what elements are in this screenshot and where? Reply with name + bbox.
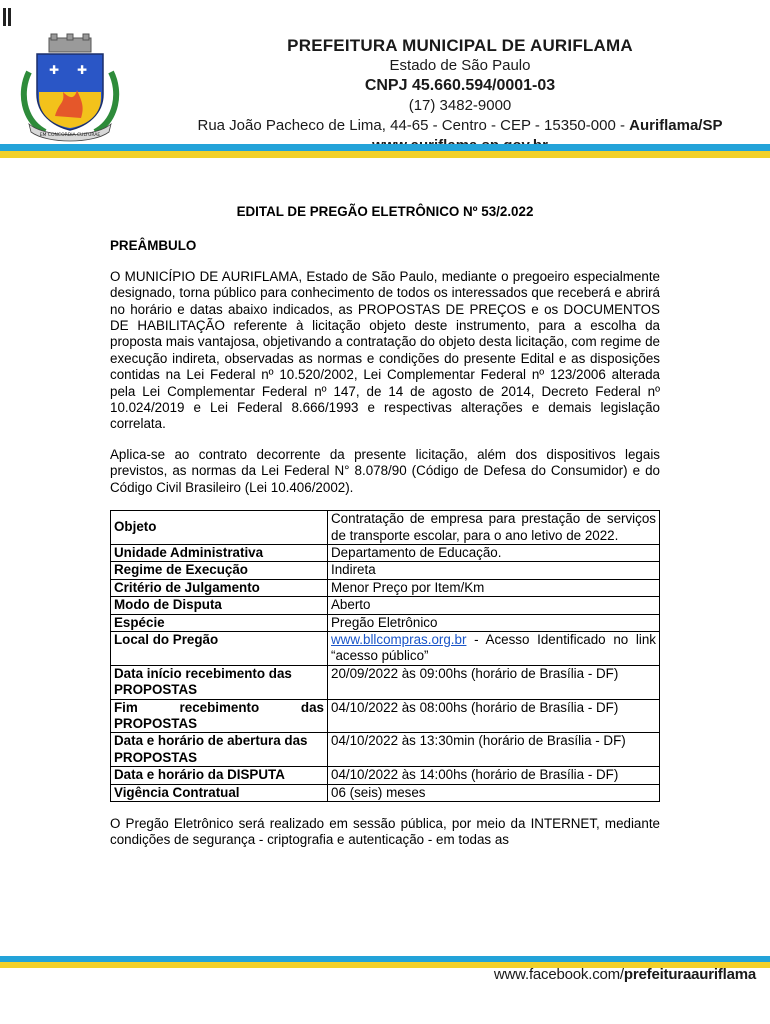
- table-label: Regime de Execução: [111, 562, 328, 579]
- table-label: Data e horário de abertura das PROPOSTAS: [111, 733, 328, 767]
- table-label: Unidade Administrativa: [111, 544, 328, 561]
- table-label: Objeto: [111, 511, 328, 545]
- letterhead: [190, 36, 730, 156]
- table-row: [111, 665, 660, 699]
- table-value: Pregão Eletrônico: [328, 614, 660, 631]
- table-value: Menor Preço por Item/Km: [328, 579, 660, 596]
- table-label: Local do Pregão: [111, 631, 328, 665]
- table-value: 04/10/2022 às 13:30min (horário de Brasília - DF): [328, 733, 660, 767]
- table-row: [111, 631, 660, 665]
- header-band-blue: [0, 144, 770, 151]
- table-label: Fim recebimento das PROPOSTAS: [111, 699, 328, 733]
- address: [190, 116, 730, 136]
- address-city: Auriflama/SP: [629, 117, 723, 134]
- table-row: [111, 579, 660, 596]
- svg-text:✚: ✚: [49, 63, 60, 77]
- table-label: Modo de Disputa: [111, 597, 328, 614]
- session-paragraph: O Pregão Eletrônico será realizado em sessão pública, por meio da INTERNET, mediante condições de segurança - criptografia e autenticação - em todas as: [110, 816, 660, 848]
- cnpj: CNPJ 45.660.594/0001-03: [364, 77, 556, 94]
- facebook-prefix: www.facebook.com/: [493, 966, 624, 983]
- document-title: EDITAL DE PREGÃO ELETRÔNICO Nº 53/2.022: [236, 204, 534, 219]
- table-label: Data início recebimento das PROPOSTAS: [111, 665, 328, 699]
- table-value: Indireta: [328, 562, 660, 579]
- header-band-yellow: [0, 151, 770, 158]
- table-value: [328, 631, 660, 665]
- municipal-crest-logo: [15, 32, 125, 142]
- address-street: Rua João Pacheco de Lima, 44-65 - Centro - CEP - 15350-000 -: [197, 117, 630, 134]
- table-value: 04/10/2022 às 14:00hs (horário de Brasília - DF): [328, 767, 660, 784]
- table-label: Vigência Contratual: [111, 784, 328, 801]
- table-row: [111, 562, 660, 579]
- table-value: 20/09/2022 às 09:00hs (horário de Brasília - DF): [328, 665, 660, 699]
- table-row: [111, 733, 660, 767]
- table-value: Aberto: [328, 597, 660, 614]
- facebook-handle: prefeituraauriflama: [623, 966, 756, 983]
- table-value: 04/10/2022 às 08:00hs (horário de Brasília - DF): [328, 699, 660, 733]
- table-row: [111, 614, 660, 631]
- table-row: [111, 699, 660, 733]
- local-note: - Acesso Identificado no link “acesso público”: [331, 631, 656, 664]
- table-row: [111, 511, 660, 545]
- table-row: [111, 784, 660, 801]
- table-value: Contratação de empresa para prestação de serviços de transporte escolar, para o ano letivo de 2022.: [328, 511, 660, 545]
- scan-mark: [3, 8, 11, 26]
- section-heading: PREÂMBULO: [110, 238, 197, 254]
- tender-info-table: [110, 510, 660, 802]
- applicability-paragraph: Aplica-se ao contrato decorrente da presente licitação, além dos dispositivos legais previstos, as normas da Lei Federal N° 8.078/90 (Código de Defesa do Consumidor) e do Código Civil Brasileiro (Lei 10.406/2002).: [110, 446, 660, 495]
- table-value: 06 (seis) meses: [328, 784, 660, 801]
- table-label: Espécie: [111, 614, 328, 631]
- table-row: [111, 767, 660, 784]
- prefecture-name: PREFEITURA MUNICIPAL DE AURIFLAMA: [287, 36, 633, 55]
- table-row: [111, 597, 660, 614]
- svg-text:✚: ✚: [77, 63, 88, 77]
- table-value: Departamento de Educação.: [328, 544, 660, 561]
- state-name: Estado de São Paulo: [389, 57, 531, 74]
- bll-compras-link[interactable]: www.bllcompras.org.br: [331, 631, 467, 647]
- table-label: Critério de Julgamento: [111, 579, 328, 596]
- preamble-paragraph: O MUNICÍPIO DE AURIFLAMA, Estado de São Paulo, mediante o pregoeiro especialmente designado, torna público para conhecimento de todos os interessados que receberá e abrirá no horário e datas abaixo indicados, as PROPOSTAS DE PREÇOS e os DOCUMENTOS DE HABILITAÇÃO referente à licitação objeto deste instrumento, para a escolha da proposta mais vantajosa, objetivando a contratação do objeto desta licitação, com regime de execução indireta, observadas as normas e condições do presente Edital e as disposições contidas na Lei Federal nº 10.520/2002, Lei Complementar Federal nº 123/2006 alterada pela Lei Complementar Federal nº 147, de 14 de agosto de 2014, Decreto Federal nº 10.024/2019 e Lei Federal 8.666/1993 e respectivas alterações e demais legislação correlata.: [110, 268, 660, 432]
- crest-motto-text: EM CONCORDIA CULTURAE: [39, 133, 101, 138]
- document-body: [110, 200, 660, 849]
- phone: (17) 3482-9000: [408, 97, 512, 114]
- table-label: Data e horário da DISPUTA: [111, 767, 328, 784]
- table-row: [111, 544, 660, 561]
- facebook-link[interactable]: [494, 966, 756, 983]
